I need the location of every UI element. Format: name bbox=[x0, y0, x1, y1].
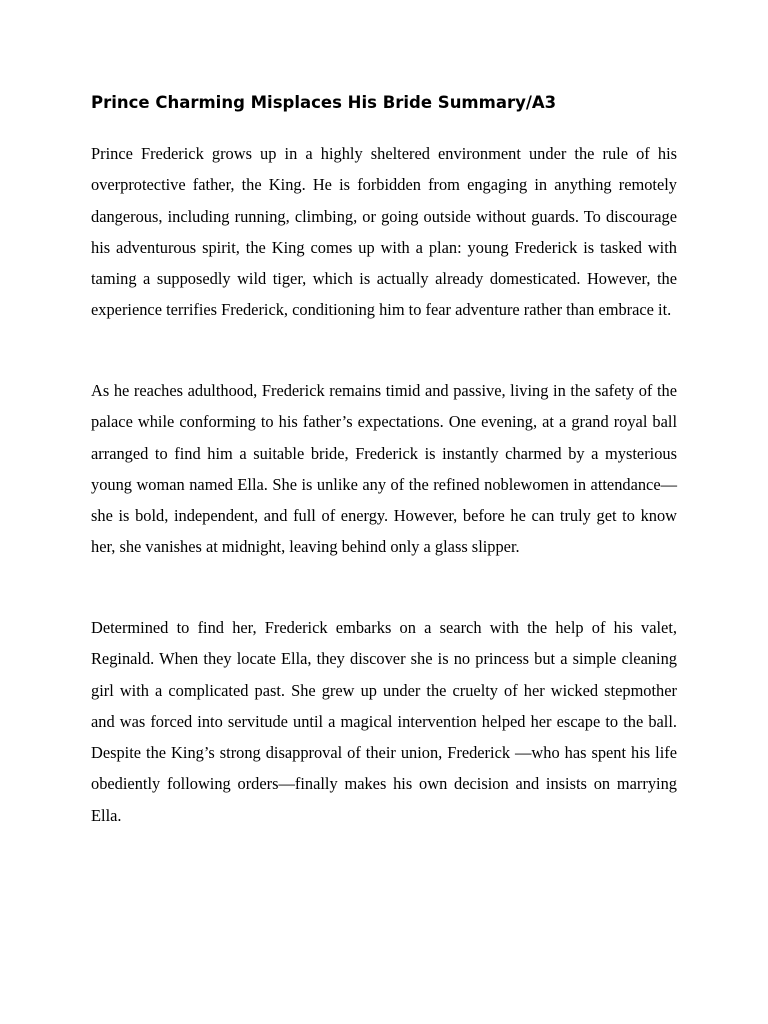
paragraph-3: Determined to find her, Frederick embarks on a search with the help of his valet, Reginald. When they locate Ella, they discover she is no princess but a simple cleaning girl with a complicated past. She grew up under the cruelty of her wicked stepmother and was forced into servitude until a magical intervention helped her escape to the ball. Despite the King’s strong disapproval of their union, Frederick —who has spent his life obediently following orders—finally makes his own decision and insists on marrying Ella. bbox=[91, 618, 677, 825]
paragraph-1: Prince Frederick grows up in a highly sheltered environment under the rule of his overprotective father, the King. He is forbidden from engaging in anything remotely dangerous, including running, climbing, or going outside without guards. To discourage his adventurous spirit, the King comes up with a plan: young Frederick is tasked with taming a supposedly wild tiger, which is actually already domesticated. However, the experience terrifies Frederick, conditioning him to fear adventure rather than embrace it. bbox=[91, 144, 677, 320]
paragraph-2: As he reaches adulthood, Frederick remains timid and passive, living in the safety of the palace while conforming to his father’s expectations. One evening, at a grand royal ball arranged to find him a suitable bride, Frederick is instantly charmed by a mysterious young woman named Ella. She is unlike any of the refined noblewomen in attendance—she is bold, independent, and full of energy. However, before he can truly get to know her, she vanishes at midnight, leaving behind only a glass slipper. bbox=[91, 381, 677, 557]
document-title: Prince Charming Misplaces His Bride Summary/A3 bbox=[91, 93, 557, 112]
